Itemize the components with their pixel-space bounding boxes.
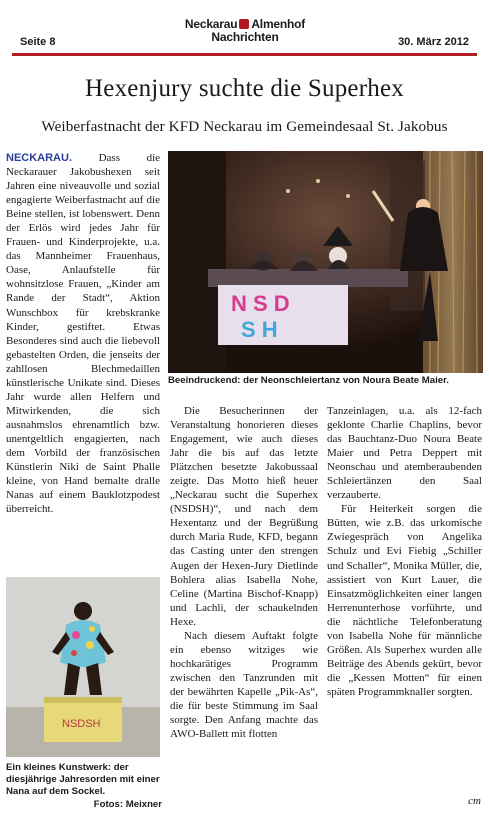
headline: Hexenjury suchte die Superhex <box>85 75 404 102</box>
subheadline: Weiberfastnacht der KFD Neckarau im Gemeindesaal St. Jakobus <box>41 118 448 135</box>
paragraph: Für Heiterkeit sorgen die Bütten, wie z.B. das urkomische Zwiegespräch von Angelika Schulz und Evi Fiebig „Schiller und Schaller“, Monika Müller, die, assistiert von Kurt Lauer, die Einsatzmöglichkeiten einer langen Herrenunterhose vorführte, und die nächtliche Telefonberatung von Isabella Nohe für männliche Größen. Als Superhex wurden alle Beiträge des Abends gekürt, bevor die „Kessen Motten“ für einen späten Programmknaller sorgten. <box>327 503 482 698</box>
paragraph-text: Dass die Neckarauer Jakobushexen seit Jahren eine niveauvolle und sozial engagierte Weiberfastnacht auf die Beine stellen, ist lobenswert. Denn der Erlös wird jedes Jahr für Frauen- und Kinderprojekte, u.a. das Mannheimer Frauenhaus, Oase, Anlaufstelle für wohnsitzlose Frauen, „Kinder am Rande der Stadt“, Aktion Wunschbox für krebskranke Kinder, gestiftet. Etwas Besonderes sind auch die liebevoll gebastelten Orden, die jenseits der zahllosen Blechmedaillen künstlerische Unikate sind. Dieses Jahr wurde allen Helfern und Mitwirkenden, die sich ausnahmslos ehrenamtlich bzw. unentgeltlich engagierten, nach dem Vorbild der französischen Künstlerin Niki de Saint Phalle kleine, von Hand bemalte dralle Nanas auf einem Bauklotzpodest überreicht. <box>6 152 161 516</box>
stage-photo-image <box>168 151 483 373</box>
masthead-neckarau: Neckarau <box>184 17 238 31</box>
banner-letters: N S D <box>231 291 290 316</box>
banner-letters-2: S H <box>241 317 278 342</box>
header-rule <box>12 53 477 56</box>
dateline: NECKARAU. <box>6 152 72 164</box>
column-3 <box>327 404 482 699</box>
author-initials: cm <box>468 795 481 807</box>
small-photo-caption <box>6 762 162 811</box>
column-2 <box>170 404 318 741</box>
column-1 <box>6 151 160 516</box>
issue-date: 30. März 2012 <box>398 36 469 48</box>
nana-figure-image <box>6 577 160 757</box>
paragraph: Tanzeinlagen, u.a. als 12-fach geklonte Charlie Chaplins, bevor das Bauchtanz-Duo Noura Beate Maier und Petra Deppert mit Neonschau und atemberaubenden Schleiertänzen den Saal verzauberte. <box>327 405 482 502</box>
main-photo-caption: Beeindruckend: der Neonschleiertanz von Noura Beate Maier. <box>168 375 449 386</box>
masthead-logo-icon <box>239 19 249 29</box>
paragraph: Nach diesem Auftakt folgte ein ebenso witziges wie hochkarätiges Programm zwischen den Tanzrunden mit der bewährten Kapelle „Pik-As“, die für beste Stimmung im Saal sorgte. Den Anfang machte das AWO-Ballett mit flotten <box>170 629 318 741</box>
paragraph: Die Besucherinnen der Veranstaltung honorieren dieses Engagement, wie auch dieses Jahr die bis auf das letzte Plätzchen besetzte Jakobussaal zeigte. Das Motto hieß heuer „Neckarau sucht die Superhex (NSDSH)“, und nach dem Hexentanz und der Begrüßung durch Maria Rude, KFD, begann das Casting unter den strengen Augen der Hexen-Jury Dietlinde Bohlera alias Isabella Nohe, Celine (Martina Bischof-Knapp) und Lachli, der schaukelnden Hexe. <box>170 405 318 628</box>
masthead-nachrichten: Nachrichten <box>211 30 279 44</box>
block-letters: NSDSH <box>62 718 101 730</box>
page-number: Seite 8 <box>20 36 56 48</box>
masthead <box>160 18 330 44</box>
nana-figure-photo <box>6 577 160 757</box>
photo-credit: Fotos: Meixner <box>93 798 162 810</box>
small-caption-text: Ein kleines Kunstwerk: der diesjährige Jahresorden mit einer Nana auf dem Sockel. <box>6 762 160 798</box>
paragraph <box>6 151 160 516</box>
masthead-almenhof: Almenhof <box>251 17 306 31</box>
stage-photo <box>168 151 483 373</box>
page-header <box>0 0 489 58</box>
